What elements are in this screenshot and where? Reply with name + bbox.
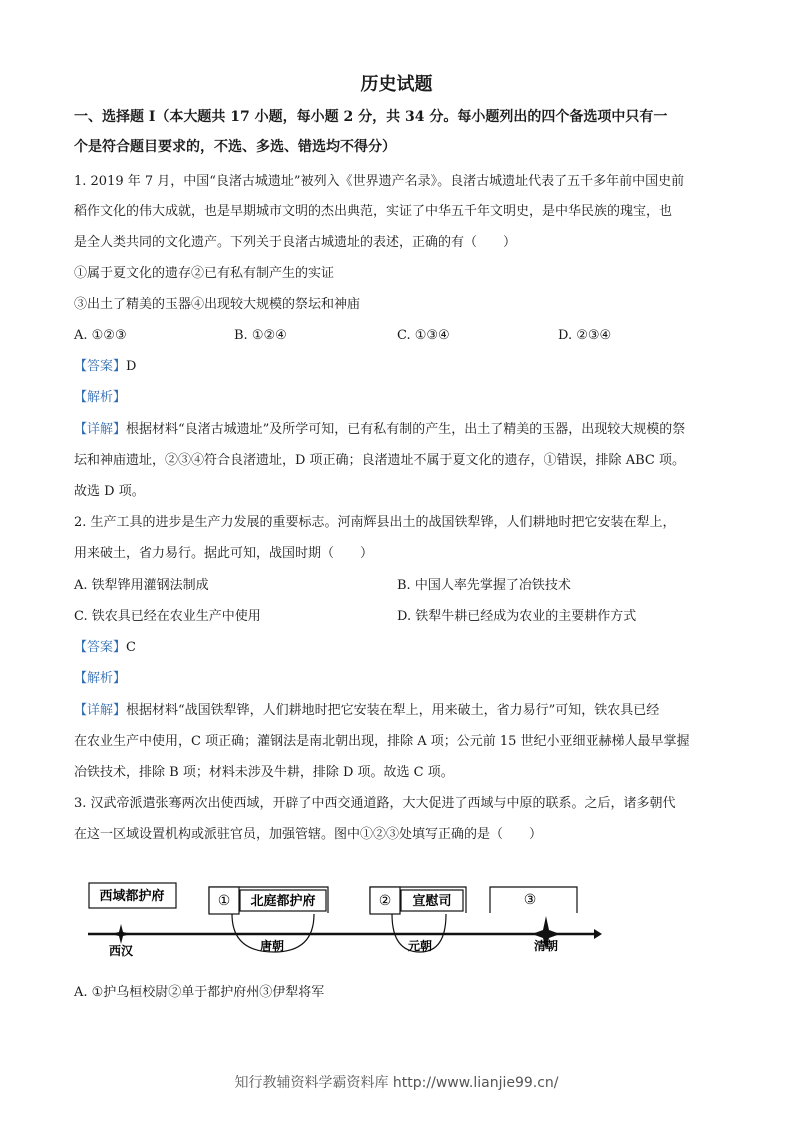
q2-detail-label: 【详解】 <box>74 703 127 718</box>
q1-option-d: D. ②③④ <box>558 328 612 343</box>
box-blank-2-label: ② <box>378 893 392 909</box>
era-qing: 清朝 <box>533 939 559 953</box>
box-xiyu-label: 西域都护府 <box>99 889 165 904</box>
q2-option-c: C. 铁农具已经在农业生产中使用 <box>74 609 261 624</box>
footer-watermark: 知行教辅资料学霸资料库 http://www.lianjie99.cn/ <box>234 1075 559 1091</box>
page-title: 历史试题 <box>360 74 433 95</box>
q2-option-d: D. 铁犁牛耕已经成为农业的主要耕作方式 <box>397 609 637 624</box>
q1-stem-line-3: 是全人类共同的文化遗产。下列关于良渚古城遗址的表述，正确的有（ ） <box>74 235 517 250</box>
q1-option-b: B. ①②④ <box>234 328 287 343</box>
q3-stem-line-1: 3. 汉武帝派遣张骞两次出使西域，开辟了中西交通道路，大大促进了西域与中原的联系。之后，诸多朝代 <box>74 796 676 811</box>
q2-analysis-label: 【解析】 <box>74 671 127 686</box>
q2-option-a: A. 铁犁铧用灌钢法制成 <box>74 578 209 593</box>
q1-item-line-1: ①属于夏文化的遗存②已有私有制产生的实证 <box>74 266 335 281</box>
q2-detail-line-2: 在农业生产中使用，C 项正确；灌钢法是南北朝出现，排除 A 项；公元前 15 世纪小亚细亚赫梯人最早掌握 <box>74 734 690 749</box>
timeline-arrowhead <box>594 929 602 939</box>
q1-analysis-label: 【解析】 <box>74 390 127 405</box>
q1-detail-line-3: 故选 D 项。 <box>74 484 145 499</box>
q1-detail-text-1: 根据材料“良渚古城遗址”及所学可知，已有私有制的产生，出土了精美的玉器，出现较大规模的祭 <box>126 422 686 437</box>
q1-detail-line-2: 坛和神庙遗址，②③④符合良渚遗址，D 项正确；良渚遗址不属于夏文化的遗存，①错误，排除 ABC 项。 <box>74 453 685 468</box>
q3-option-a: A. ①护乌桓校尉②单于都护府州③伊犁将军 <box>74 985 325 1000</box>
era-xihan: 西汉 <box>108 944 134 958</box>
q1-item-line-2: ③出土了精美的玉器④出现较大规模的祭坛和神庙 <box>74 297 361 312</box>
q1-stem-line-1: 1. 2019 年 7 月，中国“良渚古城遗址”被列入《世界遗产名录》。良渚古城遗址代表了五千多年前中国史前 <box>74 174 685 189</box>
q1-stem-line-2: 稻作文化的伟大成就，也是早期城市文明的杰出典范，实证了中华五千年文明史，是中华民族的瑰宝，也 <box>74 204 673 219</box>
q2-option-b: B. 中国人率先掌握了冶铁技术 <box>397 578 571 593</box>
section-heading-line-2: 个是符合题目要求的，不选、多选、错选均不得分） <box>74 139 396 155</box>
box-blank-1-label: ① <box>217 893 231 909</box>
q2-detail-line-3: 冶铁技术，排除 B 项；材料未涉及牛耕，排除 D 项。故选 C 项。 <box>74 765 454 780</box>
box-beiting-label: 北庭都护府 <box>250 894 316 909</box>
q2-answer-label: 【答案】 <box>74 640 127 655</box>
q3-stem-line-2: 在这一区域设置机构或派驻官员，加强管辖。图中①②③处填写正确的是（ ） <box>74 827 543 842</box>
star-marker-han <box>111 924 131 944</box>
q2-stem-line-1: 2. 生产工具的进步是生产力发展的重要标志。河南辉县出土的战国铁犁铧，人们耕地时把它安装在犁上， <box>74 515 676 530</box>
era-tang: 唐朝 <box>259 939 285 953</box>
q1-option-a: A. ①②③ <box>74 328 127 343</box>
q1-answer-value: D <box>126 359 137 374</box>
q1-answer-label: 【答案】 <box>74 359 127 374</box>
era-yuan: 元朝 <box>407 939 433 953</box>
q1-option-c: C. ①③④ <box>397 328 450 343</box>
box-xuanwei-label: 宣慰司 <box>412 894 452 909</box>
q2-stem-line-2: 用来破土，省力易行。据此可知，战国时期（ ） <box>74 546 374 561</box>
q2-answer-value: C <box>126 640 136 655</box>
q1-detail-label: 【详解】 <box>74 422 127 437</box>
box-blank-3-label: ③ <box>523 892 537 908</box>
section-heading-line-1: 一、选择题 I（本大题共 17 小题，每小题 2 分，共 34 分。每小题列出的四个备选项中只有一 <box>74 109 668 125</box>
q2-detail-text-1: 根据材料“战国铁犁铧，人们耕地时把它安装在犁上，用来破土，省力易行”可知，铁农具已经 <box>126 703 660 718</box>
